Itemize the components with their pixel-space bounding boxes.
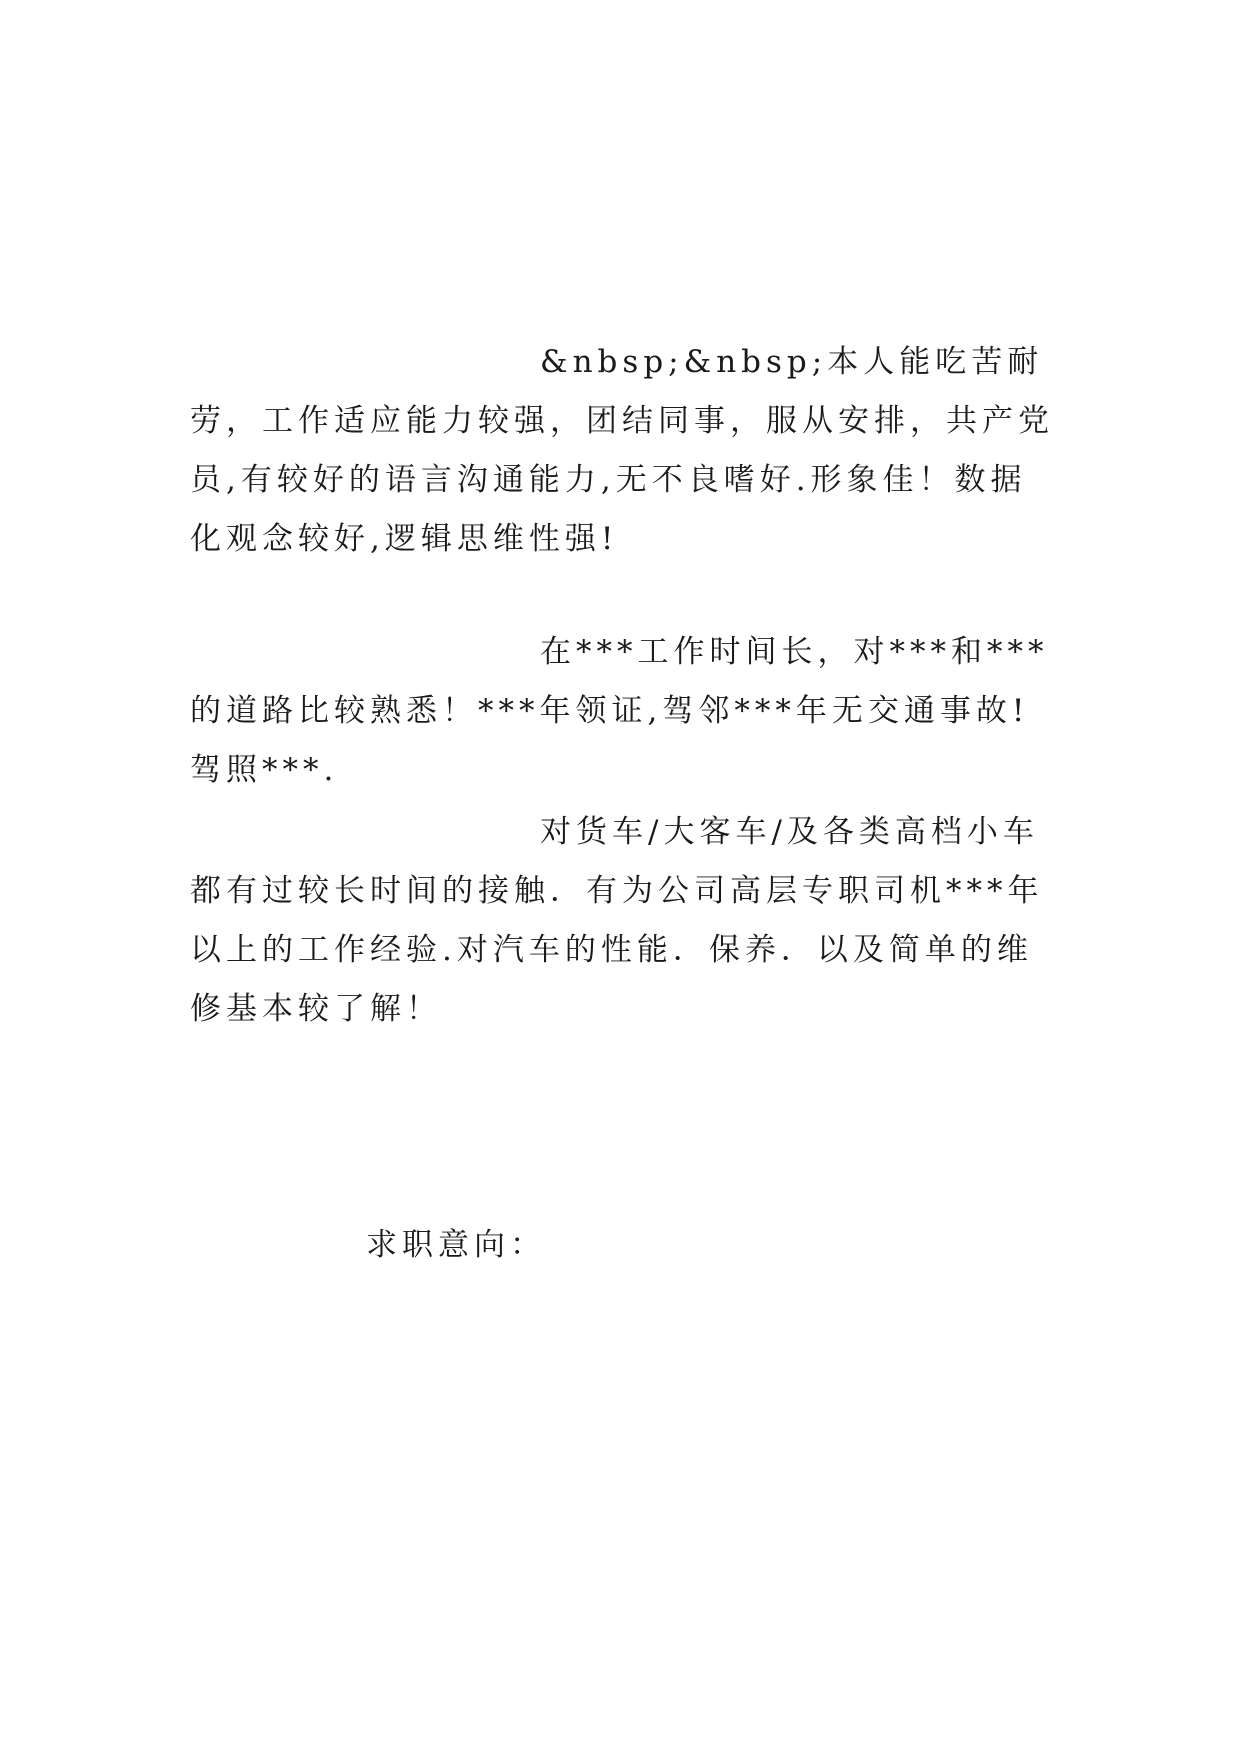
paragraph-vehicle-experience: 对货车/大客车/及各类高档小车都有过较长时间的接触．有为公司高层专职司机***年以上的工作经验.对汽车的性能．保养．以及简单的维修基本较了解！	[190, 814, 1044, 1027]
paragraph-driving-experience: 在***工作时间长，对***和***的道路比较熟悉！***年领证,驾邻***年无交通事故!驾照***.	[190, 634, 1049, 788]
section-heading-job-intention: 求职意向：	[366, 1227, 546, 1263]
paragraph-self-description: &nbsp;&nbsp;本人能吃苦耐劳，工作适应能力较强，团结同事，服从安排，共产党员,有较好的语言沟通能力,无不良嗜好.形象佳！数据化观念较好,逻辑思维性强!	[190, 344, 1054, 557]
